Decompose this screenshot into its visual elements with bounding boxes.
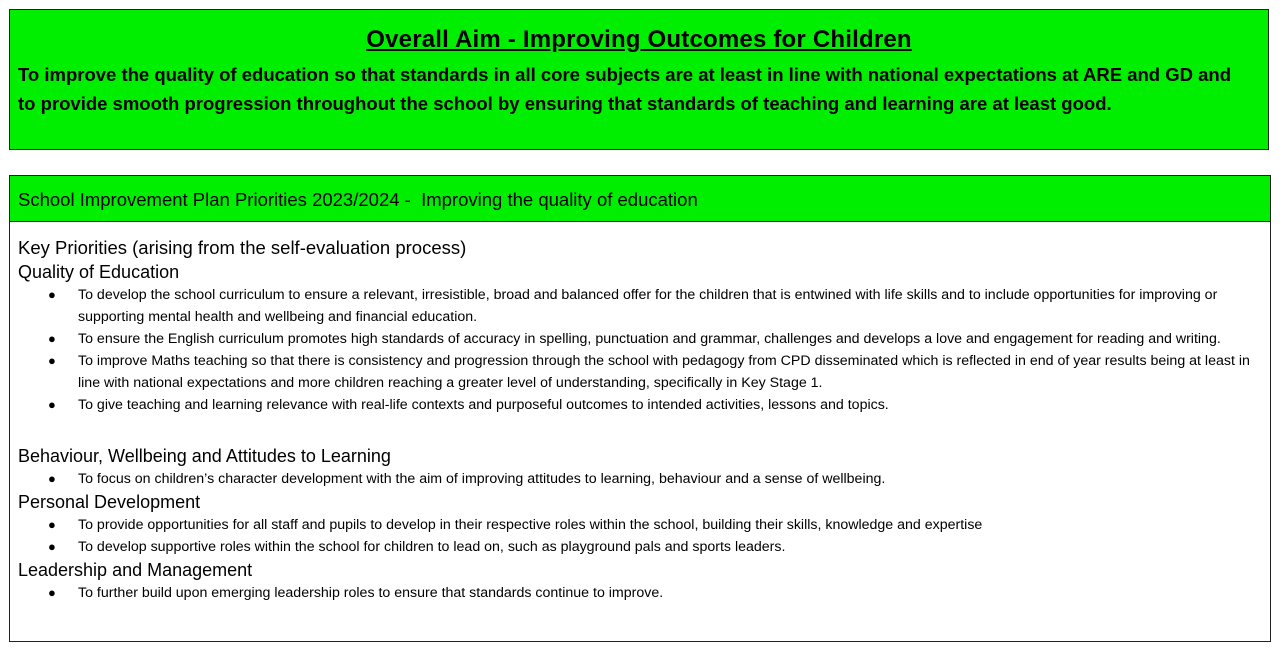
list-item xyxy=(18,514,1264,536)
personal-development-list xyxy=(18,514,1264,558)
sip-priorities-box xyxy=(9,175,1271,642)
list-item-text: To develop the school curriculum to ensure a relevant, irresistible, broad and balanced offer for the children that is entwined with life skills and to include opportunities for improving or supporting mental health and wellbeing and financial education. xyxy=(78,287,1218,325)
bullet-icon: ● xyxy=(48,539,56,554)
list-item xyxy=(18,536,1264,558)
section-heading-leadership: Leadership and Management xyxy=(18,560,253,580)
list-item-text: To ensure the English curriculum promotes high standards of accuracy in spelling, punctuation and grammar, challenges and develops a love and engagement for reading and writing. xyxy=(78,331,1221,347)
section-heading-behaviour: Behaviour, Wellbeing and Attitudes to Learning xyxy=(18,446,391,466)
list-item-text: To focus on children’s character development with the aim of improving attitudes to learning, behaviour and a sense of wellbeing. xyxy=(78,471,886,487)
quality-of-education-list xyxy=(18,284,1264,416)
overall-aim-title: Overall Aim - Improving Outcomes for Children xyxy=(366,26,912,53)
list-item xyxy=(18,284,1264,328)
bullet-icon: ● xyxy=(48,331,56,346)
bullet-icon: ● xyxy=(48,287,56,302)
sip-content xyxy=(18,236,1264,604)
overall-aim-text: To improve the quality of education so that standards in all core subjects are at least in line with national expectations at ARE and GD and to provide smooth progression throughout the school by ensuring that standards of teaching and learning are at least good. xyxy=(18,64,1232,114)
list-item-text: To further build upon emerging leadership roles to ensure that standards continue to improve. xyxy=(78,585,664,601)
list-item xyxy=(18,328,1264,350)
list-item xyxy=(18,394,1264,416)
list-item-text: To provide opportunities for all staff and pupils to develop in their respective roles within the school, building their skills, knowledge and expertise xyxy=(78,517,983,533)
sip-header-bar xyxy=(10,176,1270,222)
behaviour-list xyxy=(18,468,1264,490)
sip-header-text: School Improvement Plan Priorities 2023/2024 - Improving the quality of education xyxy=(18,189,698,210)
list-item-text: To develop supportive roles within the school for children to lead on, such as playground pals and sports leaders. xyxy=(78,539,786,555)
section-heading-quality-of-education: Quality of Education xyxy=(18,262,180,282)
key-priorities-heading: Key Priorities (arising from the self-evaluation process) xyxy=(18,237,467,258)
leadership-list xyxy=(18,582,1264,604)
list-item-text: To improve Maths teaching so that there is consistency and progression through the school with pedagogy from CPD disseminated which is reflected in end of year results being at least in line with national expectations and more children reaching a greater level of understanding, specifically in Key Stage 1. xyxy=(78,353,1250,391)
section-heading-personal-development: Personal Development xyxy=(18,492,201,512)
bullet-icon: ● xyxy=(48,397,56,412)
bullet-icon: ● xyxy=(48,517,56,532)
bullet-icon: ● xyxy=(48,353,56,368)
bullet-icon: ● xyxy=(48,471,56,486)
list-item-text: To give teaching and learning relevance with real-life contexts and purposeful outcomes to intended activities, lessons and topics. xyxy=(78,397,889,413)
section-spacer xyxy=(18,416,1264,444)
bullet-icon: ● xyxy=(48,585,56,600)
overall-aim-box xyxy=(9,9,1269,150)
list-item xyxy=(18,468,1264,490)
list-item xyxy=(18,582,1264,604)
list-item xyxy=(18,350,1264,394)
